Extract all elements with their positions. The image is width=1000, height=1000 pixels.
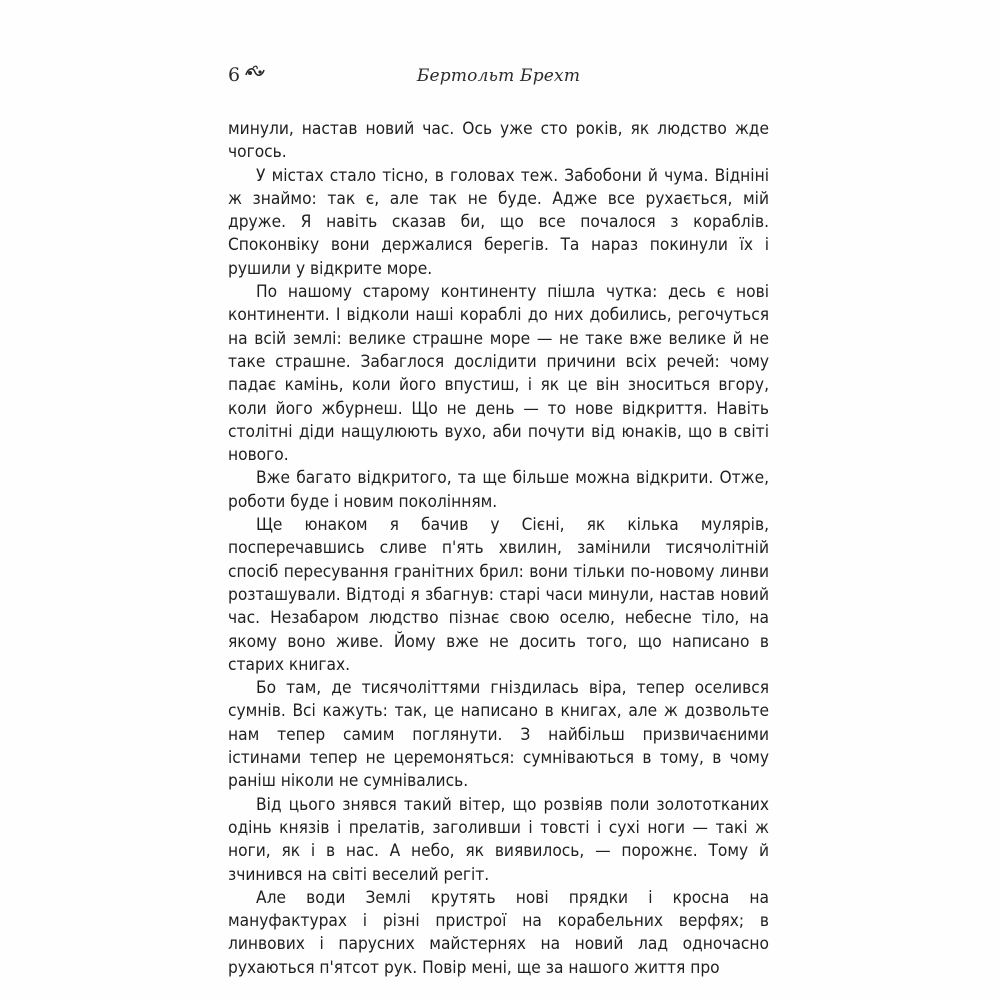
running-head: Бертольт Брехт [416, 66, 581, 86]
paragraph-3: По нашому старому континенту пішла чутка: десь є нові континенти. І відколи наші кораблі до них добились, регочуться на всій землі: велике страшне море — не таке вже велике й не таке страшне. Забаглося дослідити причини всіх речей: чому падає камінь, коли його впустиш, і як це він зноситься вгору, коли його жбурнеш. Що не день — то нове відкриття. Навіть столітні діди нащулюють вухо, аби почути від юнаків, що в світі нового. [228, 282, 769, 466]
paragraph-2: У містах стало тісно, в головах теж. Забобони й чума. Відніні ж знаймо: так є, але так не буде. Адже все рухається, мій друже. Я навіть сказав би, що все почалося з кораблів. Споконвіку вони держалися берегів. Та нараз покинули їх і рушили у відкрите море. [228, 165, 769, 279]
paragraph-5: Ще юнаком я бачив у Сієні, як кілька мулярів, посперечавшись сливе п'ять хвилин, замінили тисячолітній спосіб пересування гранітних брил: вони тільки по-новому линви розташували. Відтоді я збагнув: старі часи минули, настав новий час. Незабаром людство пізнає свою оселю, небесне тіло, на якому воно живе. Йому вже не досить того, що написано в старих книгах. [228, 515, 769, 675]
paragraph-8: Але води Землі крутять нові прядки і кросна на мануфактурах і різні пристрої на корабельних верфях; в линвових і парусних майстернях на новий лад одночасно рухаються п'ятсот рук. Повір мені, ще за нашого життя про [228, 887, 769, 978]
paragraph-4: Вже багато відкритого, та ще більше можна відкрити. Отже, роботи буде і новим поколінням. [228, 468, 769, 512]
paragraph-7: Від цього знявся такий вітер, що розвіяв поли золототканих одінь князів і прелатів, заголивши і товсті і сухі ноги — такі ж ноги, як і в нас. А небо, як виявилось, — порожнє. Тому й зчинився на світі веселий регіт. [228, 794, 769, 885]
paragraph-1: минули, настав новий час. Ось уже сто років, як людство жде чогось. [228, 119, 769, 163]
paragraph-6: Бо там, де тисячоліттями гніздилась віра, тепер оселився сумнів. Всі кажуть: так, це написано в книгах, але ж дозвольте нам тепер самим поглянути. З найбільш призвичаєними істинами тепер не церемоняться: сумніваються в тому, в чому раніш ніколи не сумнівались. [228, 678, 769, 792]
page-number: 6 [228, 64, 241, 86]
body-text [228, 118, 769, 980]
page-header [228, 62, 769, 92]
